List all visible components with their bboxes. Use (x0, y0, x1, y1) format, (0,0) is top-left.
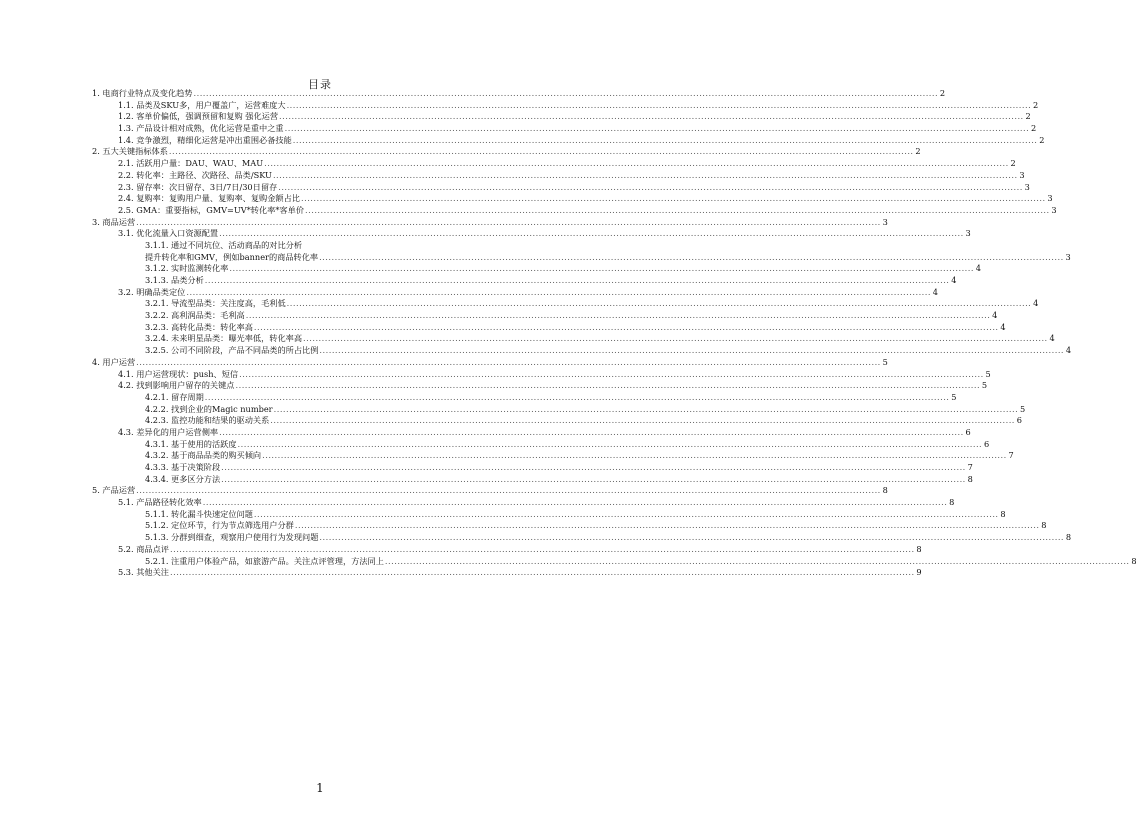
toc-entry-page: 5 (951, 391, 957, 402)
toc-entry-page: 8 (1041, 520, 1047, 531)
toc-entry-page: 9 (916, 567, 922, 578)
toc-leader-dots (219, 427, 964, 439)
toc-entry-page: 2 (1025, 111, 1031, 122)
toc-entry[interactable] (92, 415, 1022, 427)
toc-entry-text: 2.5. GMA：重要指标，GMV=UV*转化率*客单价 (118, 204, 305, 215)
toc-leader-dots (254, 322, 999, 334)
toc-entry-text: 4.3.4. 更多区分方法 (145, 473, 221, 484)
toc-entry-page: 4 (1000, 321, 1006, 332)
toc-leader-dots (229, 263, 974, 275)
toc-entry[interactable] (92, 286, 938, 299)
toc-leader-dots (169, 146, 914, 158)
toc-entry-text: 3.1.1. 通过不同坑位、活动商品的对比分析 (145, 239, 303, 250)
toc-entry-page: 5 (985, 368, 991, 379)
toc-entry-text: 3.2.4. 未来明星品类：曝光率低，转化率高 (145, 333, 303, 344)
toc-entry[interactable] (92, 263, 981, 275)
toc-leader-dots (264, 158, 1009, 170)
toc-entry-page: 4 (1049, 333, 1055, 344)
toc-entry-text: 4.1. 用户运营现状：push、短信 (118, 368, 239, 379)
toc-leader-dots (186, 287, 931, 299)
toc-entry-page: 8 (967, 473, 973, 484)
toc-entry-text: 4.3. 差异化的用户运营侧率 (118, 426, 219, 437)
toc-entry-page: 2 (939, 88, 946, 98)
toc-entry-page: 6 (965, 426, 971, 437)
toc-entry-page: 4 (992, 310, 998, 321)
toc-entry-page: 6 (1016, 415, 1022, 426)
toc-entry-page: 7 (967, 462, 973, 472)
toc-leader-dots (205, 392, 950, 404)
toc-entry-text: 5.1.2. 定位环节，行为节点筛选用户分群 (145, 520, 294, 531)
toc-title: 目录 (308, 78, 332, 91)
toc-leader-dots (285, 123, 1030, 135)
toc-entry-text: 5.2.1. 注重用户体验产品，如旅游产品。关注点评管理，方法同上 (145, 555, 384, 566)
toc-entry[interactable] (92, 368, 991, 381)
toc-entry-text: 1.1. 品类及SKU多，用户覆盖广，运营难度大 (118, 99, 286, 110)
toc-leader-dots (295, 520, 1040, 532)
toc-entry-text: 2. 五大关键指标体系 (92, 146, 168, 157)
toc-entry-page: 2 (1031, 123, 1037, 134)
toc-entry-page: 4 (932, 286, 938, 297)
toc-entry-text: 3.2.2. 高利润品类：毛利高 (145, 310, 245, 321)
toc-entry[interactable] (92, 485, 888, 497)
toc-leader-dots (193, 88, 938, 100)
toc-entry[interactable] (92, 508, 1006, 521)
toc-entry[interactable] (92, 426, 971, 439)
toc-entry-page: 8 (882, 485, 888, 496)
toc-entry-text: 2.3. 留存率：次日留存、3日/7日/30日留存 (118, 181, 278, 192)
toc-entry-page: 4 (975, 263, 981, 274)
toc-entry[interactable] (92, 228, 971, 240)
toc-entry-text: 3.2.5. 公司不同阶段，产品不同品类的所占比例 (145, 345, 319, 356)
toc-leader-dots (221, 474, 966, 486)
toc-entry-text: 3.1. 优化流量入口资源配置 (118, 228, 219, 239)
toc-entry-text: 1.3. 产品设计相对成熟，优化运营是重中之重 (118, 123, 284, 134)
toc-entry-text: 5.1.3. 分群到细查，观察用户使用行为发现问题 (145, 532, 319, 543)
toc-leader-dots (170, 544, 915, 556)
toc-leader-dots (293, 135, 1038, 147)
toc-entry[interactable] (92, 391, 957, 404)
toc-entry-text: 4.3.3. 基于决策阶段 (145, 462, 221, 472)
toc-leader-dots (205, 275, 950, 287)
toc-entry[interactable] (92, 356, 888, 369)
toc-entry[interactable] (92, 158, 1016, 170)
toc-entry-text: 3.1.2. 实时监测转化率 (145, 263, 229, 274)
toc-entry-text: 4.3.1. 基于使用的活跃度 (145, 438, 237, 449)
toc-entry[interactable] (92, 275, 957, 287)
toc-entry-text: 4.2. 找到影响用户留存的关键点 (118, 380, 235, 391)
toc-leader-dots (221, 462, 966, 474)
toc-entry[interactable] (92, 298, 1039, 310)
toc-leader-dots (170, 567, 915, 579)
toc-entry[interactable] (92, 532, 1072, 544)
toc-leader-dots (274, 404, 1019, 416)
toc-entry-text: 5.3. 其他关注 (118, 567, 169, 578)
toc-entry-text: 2.1. 活跃用户量：DAU、WAU、MAU (118, 158, 264, 169)
toc-entry-text: 3.1.3. 品类分析 (145, 275, 204, 285)
toc-leader-dots (287, 100, 1032, 112)
toc-entry[interactable] (92, 450, 1014, 462)
toc-leader-dots (219, 228, 964, 240)
toc-leader-dots (235, 380, 980, 392)
toc-entry[interactable] (92, 567, 922, 579)
toc-entry-page: 3 (1051, 204, 1057, 215)
toc-entry[interactable] (92, 333, 1055, 345)
toc-entry-text: 3.2. 明确品类定位 (118, 286, 186, 297)
toc-entry[interactable] (92, 555, 1137, 568)
toc-entry-page: 4 (951, 275, 957, 285)
toc-entry-page: 8 (949, 497, 955, 508)
toc-leader-dots (136, 217, 881, 229)
toc-entry[interactable] (92, 99, 1039, 112)
toc-entry[interactable] (92, 193, 1053, 205)
toc-entry-page: 5 (981, 380, 988, 391)
toc-leader-dots (319, 252, 1064, 264)
toc-entry[interactable] (92, 88, 946, 100)
toc-leader-dots (203, 497, 948, 509)
toc-entry-page: 8 (916, 543, 922, 554)
toc-leader-dots (273, 170, 1018, 182)
toc-leader-dots (303, 333, 1048, 345)
toc-entry-page: 3 (965, 228, 971, 239)
toc-leader-dots (246, 310, 991, 322)
toc-entry-text: 3. 商品运营 (92, 216, 136, 227)
toc-entry-page: 4 (1065, 345, 1072, 356)
toc-entry[interactable] (92, 216, 888, 229)
toc-entry-page: 4 (1033, 298, 1039, 309)
toc-entry-text: 5. 产品运营 (92, 485, 136, 496)
toc-entry-page: 3 (882, 216, 888, 227)
toc-entry[interactable] (92, 380, 988, 392)
toc-leader-dots (305, 205, 1050, 217)
toc-leader-dots (385, 556, 1130, 568)
toc-entry-page: 8 (1131, 555, 1137, 566)
toc-entry-page: 8 (1065, 532, 1072, 543)
toc-entry[interactable] (92, 473, 973, 486)
toc-entry[interactable] (92, 403, 1026, 416)
toc-entry-text: 5.2. 商品点评 (118, 543, 169, 554)
toc-leader-dots (239, 369, 984, 381)
toc-entry[interactable] (92, 497, 955, 509)
toc-entry[interactable] (92, 345, 1072, 357)
toc-entry[interactable] (92, 181, 1030, 194)
table-of-contents (92, 88, 1137, 579)
toc-entry-page: 5 (882, 356, 888, 367)
toc-entry[interactable] (92, 438, 990, 451)
page-number: 1 (316, 781, 324, 795)
toc-leader-dots (301, 193, 1046, 205)
toc-leader-dots (319, 345, 1064, 357)
toc-entry-page: 5 (1020, 403, 1026, 414)
toc-leader-dots (136, 485, 881, 497)
toc-entry-page: 8 (1000, 508, 1006, 519)
toc-entry-text: 5.1.1. 转化漏斗快速定位问题 (145, 508, 253, 519)
toc-entry-text: 1.4. 竞争激烈，精细化运营是冲出重围必备技能 (118, 134, 292, 145)
toc-entry-text: 1.2. 客单价偏低，强调预留和复购 强化运营 (118, 111, 279, 122)
toc-entry-text: 2.4. 复购率：复购用户量、复购率、复购金额占比 (118, 193, 300, 204)
toc-entry-page: 3 (1065, 251, 1071, 262)
toc-leader-dots (270, 415, 1015, 427)
toc-entry[interactable] (92, 123, 1037, 135)
toc-entry-text: 4.2.2. 找到企业的Magic number (145, 403, 273, 414)
toc-entry[interactable] (92, 111, 1031, 123)
toc-entry-page: 2 (1010, 158, 1016, 169)
toc-entry[interactable] (92, 543, 922, 556)
toc-leader-dots (262, 450, 1007, 462)
toc-leader-dots (319, 532, 1064, 544)
toc-entry[interactable] (92, 134, 1045, 147)
toc-entry[interactable] (92, 240, 546, 252)
toc-entry-page: 2 (1039, 134, 1045, 145)
toc-leader-dots (278, 182, 1023, 194)
toc-leader-dots (136, 357, 881, 369)
toc-entry-page: 7 (1008, 450, 1014, 461)
toc-entry[interactable] (92, 520, 1047, 532)
toc-leader-dots (279, 111, 1024, 123)
toc-entry-text: 4. 用户运营 (92, 356, 136, 367)
toc-entry-text: 4.2.1. 留存周期 (145, 391, 204, 402)
toc-entry-page: 2 (915, 146, 921, 157)
toc-leader-dots (238, 439, 983, 451)
toc-entry-text: 5.1. 产品路径转化效率 (118, 497, 202, 508)
toc-entry-text: 3.2.3. 高转化品类：转化率高 (145, 321, 253, 332)
toc-entry-text: 1. 电商行业特点及变化趋势 (92, 88, 193, 98)
toc-entry[interactable] (92, 146, 921, 158)
toc-entry[interactable] (92, 462, 973, 474)
toc-entry[interactable] (92, 204, 1057, 217)
toc-entry-text: 4.3.2. 基于商品品类的购买倾向 (145, 450, 262, 461)
toc-entry[interactable] (92, 321, 1006, 334)
toc-entry[interactable] (92, 310, 998, 322)
toc-entry-page: 3 (1019, 169, 1025, 180)
toc-leader-dots (254, 509, 999, 521)
toc-entry-text: 提升转化率和GMV，例如banner的商品转化率 (145, 251, 319, 262)
toc-entry-text: 4.2.3. 监控功能和结果的驱动关系 (145, 415, 270, 426)
toc-entry-page: 6 (983, 438, 990, 449)
toc-leader-dots (287, 298, 1032, 310)
toc-entry[interactable] (92, 169, 1025, 182)
toc-entry-text: 2.2. 转化率：主路径、次路径、品类/SKU (118, 169, 272, 180)
toc-entry-page: 3 (1047, 193, 1053, 204)
toc-entry-page: 2 (1032, 99, 1039, 110)
toc-entry[interactable] (92, 251, 1071, 264)
toc-entry-page: 3 (1024, 181, 1030, 192)
toc-entry-text: 3.2.1. 导流型品类：关注度高，毛利低 (145, 298, 286, 309)
